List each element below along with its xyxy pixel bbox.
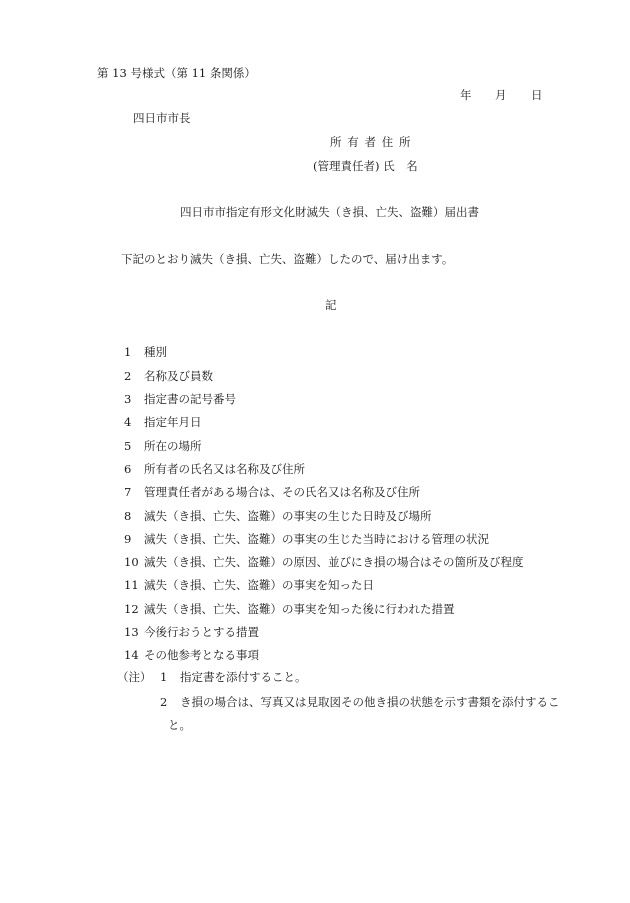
item-text: 管理責任者がある場合は、その氏名又は名称及び住所 — [144, 485, 420, 499]
list-item — [124, 464, 305, 476]
form-number: 第 13 号様式（第 11 条関係） — [97, 66, 256, 80]
document-title: 四日市市指定有形文化財滅失（き損、亡失、盗難）届出書 — [180, 205, 479, 219]
item-number: 2 — [124, 369, 132, 383]
item-text: 所在の場所 — [144, 439, 202, 453]
item-number: 7 — [124, 485, 132, 499]
item-text: 種別 — [144, 345, 167, 359]
list-item — [124, 534, 489, 546]
date-day-label: 日 — [531, 88, 543, 102]
list-item — [124, 441, 202, 453]
item-number: 5 — [124, 439, 132, 453]
item-text: その他参考となる事項 — [144, 648, 259, 662]
note-2-number: 2 — [160, 695, 168, 709]
item-text: 今後行おうとする措置 — [144, 625, 259, 639]
list-item — [124, 580, 374, 592]
list-item — [124, 394, 236, 406]
item-number: 3 — [124, 392, 132, 406]
item-number: 6 — [124, 462, 132, 476]
item-number: 14 — [124, 648, 139, 662]
list-item — [124, 487, 420, 499]
item-number: 9 — [124, 532, 132, 546]
item-text: 滅失（き損、亡失、盗難）の事実を知った日 — [144, 578, 374, 592]
list-item — [124, 417, 202, 429]
item-text: 滅失（き損、亡失、盗難）の事実を知った後に行われた措置 — [144, 602, 455, 616]
list-item — [124, 627, 259, 639]
item-text: 指定書の記号番号 — [144, 392, 236, 406]
item-number: 12 — [124, 602, 139, 616]
note-1-number: 1 — [160, 670, 168, 684]
item-number: 1 — [124, 345, 132, 359]
list-item — [124, 511, 432, 523]
list-item — [124, 650, 259, 662]
item-text: 滅失（き損、亡失、盗難）の事実の生じた日時及び場所 — [144, 509, 432, 523]
item-text: 滅失（き損、亡失、盗難）の原因、並びにき損の場合はその箇所及び程度 — [144, 555, 524, 569]
date-month-label: 月 — [495, 88, 507, 102]
item-number: 8 — [124, 509, 132, 523]
item-number: 10 — [124, 555, 139, 569]
note-label: （注） — [117, 670, 152, 684]
item-text: 滅失（き損、亡失、盗難）の事実の生じた当時における管理の状況 — [144, 532, 489, 546]
item-text: 名称及び員数 — [144, 369, 213, 383]
ki-heading: 記 — [325, 298, 337, 312]
date-year-label: 年 — [460, 88, 472, 102]
list-item — [124, 371, 213, 383]
list-item — [124, 557, 524, 569]
list-item — [124, 347, 167, 359]
item-number: 4 — [124, 415, 132, 429]
addressee: 四日市市長 — [133, 111, 191, 125]
owner-address-label: 所有者住所 — [330, 135, 417, 149]
note-2-continuation: と。 — [168, 718, 191, 732]
item-text: 指定年月日 — [144, 415, 202, 429]
list-item — [124, 604, 455, 616]
item-number: 13 — [124, 625, 139, 639]
item-text: 所有者の氏名又は名称及び住所 — [144, 462, 305, 476]
manager-name-label: (管理責任者) 氏 名 — [313, 159, 418, 173]
note-1-text: 指定書を添付すること。 — [180, 670, 307, 684]
intro-text: 下記のとおり滅失（き損、亡失、盗難）したので、届け出ます。 — [121, 252, 454, 266]
note-2-text: き損の場合は、写真又は見取図その他き損の状態を示す書類を添付するこ — [180, 695, 560, 709]
item-number: 11 — [124, 578, 139, 592]
